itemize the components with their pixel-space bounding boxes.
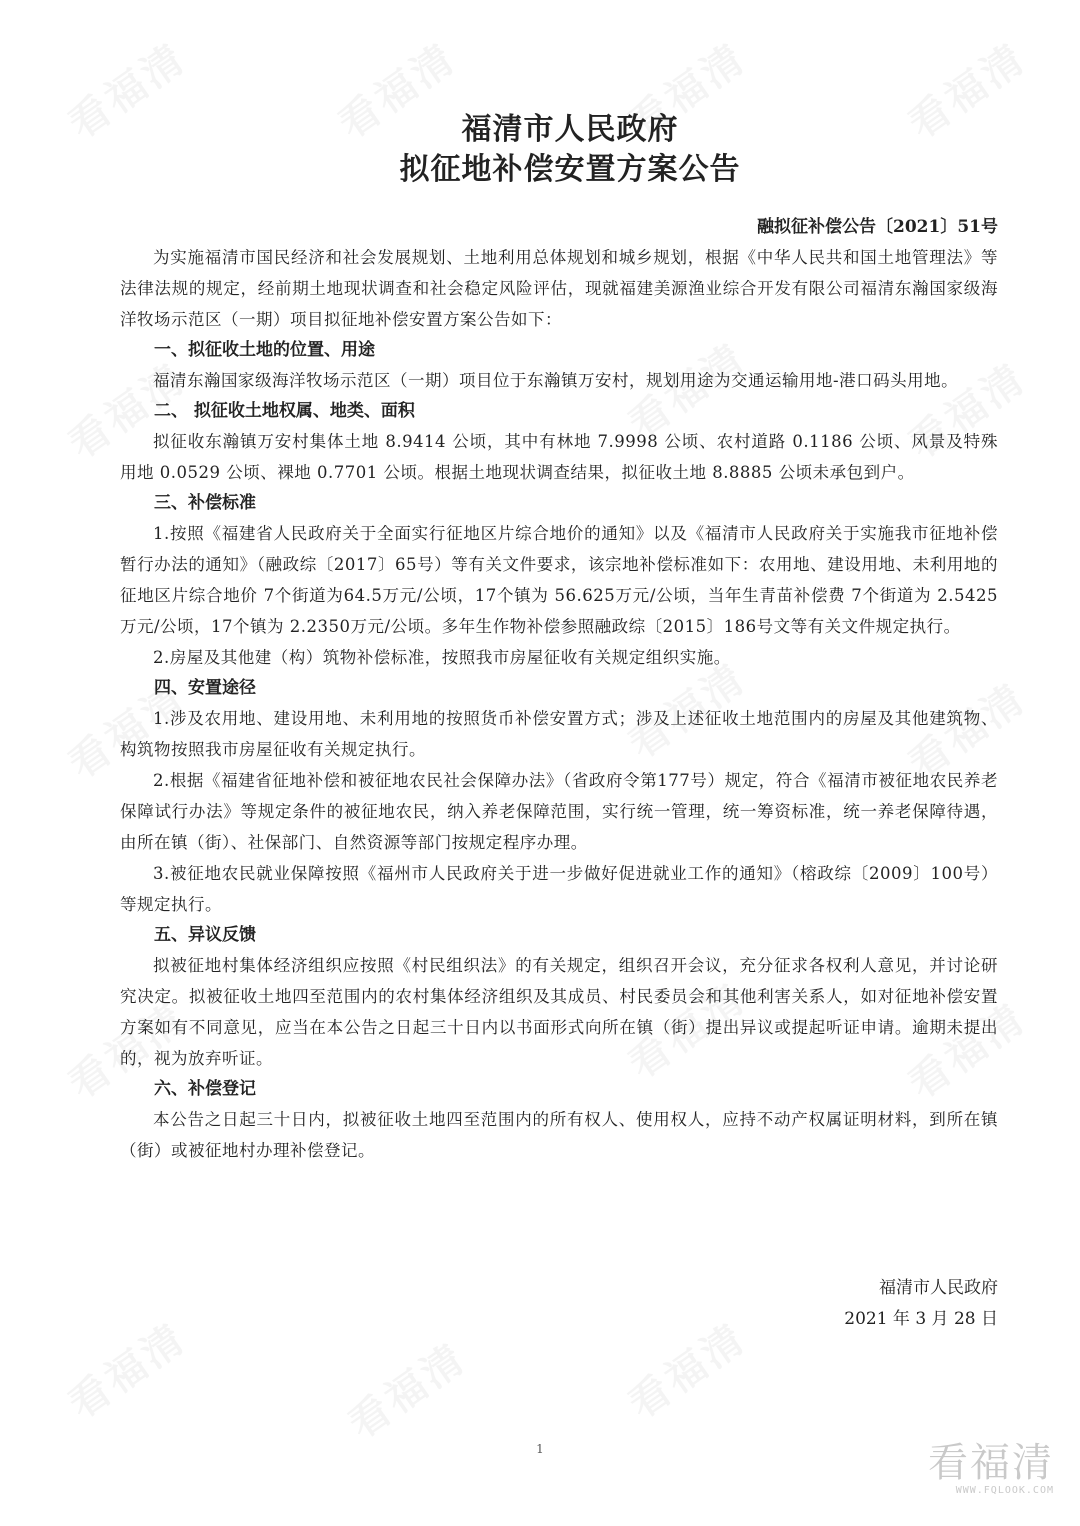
logo-text: 看福清 xyxy=(928,1440,1054,1486)
section-paragraph: 1.涉及农用地、建设用地、未利用地的按照货币补偿安置方式；涉及上述征收土地范围内的房屋及其他建筑物、构筑物按照我市房屋征收有关规定执行。 xyxy=(120,709,998,759)
document-body xyxy=(120,242,998,1166)
signature-date: 2021 年 3 月 28 日 xyxy=(844,1309,998,1329)
document-title xyxy=(142,110,998,190)
section-paragraph: 2.根据《福建省征地补偿和被征地农民社会保障办法》（省政府令第177号）规定，符合《福清市被征地农民养老保障试行办法》等规定条件的被征地农民，纳入养老保障范围，实行统一管理，统一筹资标准，统一养老保障待遇，由所在镇（街）、社保部门、自然资源等部门按规定程序办理。 xyxy=(120,771,998,852)
site-logo xyxy=(928,1441,1054,1496)
signature-block xyxy=(844,1273,998,1335)
page-number: 1 xyxy=(536,1442,544,1456)
watermark xyxy=(56,1307,197,1429)
document-page xyxy=(120,110,998,1166)
section-heading: 五、异议反馈 xyxy=(154,925,256,945)
section-heading: 一、拟征收土地的位置、用途 xyxy=(154,340,375,360)
section-paragraph: 拟征收东瀚镇万安村集体土地 8.9414 公顷，其中有林地 7.9998 公顷、农村道路 0.1186 公顷、风景及特殊用地 0.0529 公顷、裸地 0.7701 公顷。根据土地现状调查结果，拟征收土地 8.8885 公顷未承包到户。 xyxy=(120,432,998,482)
document-number: 融拟征补偿公告〔2021〕51号 xyxy=(757,217,998,237)
watermark xyxy=(336,1327,477,1449)
section-heading: 六、补偿登记 xyxy=(154,1079,256,1099)
section-paragraph: 本公告之日起三十日内，拟被征收土地四至范围内的所有权人、使用权人，应持不动产权属证明材料，到所在镇（街）或被征地村办理补偿登记。 xyxy=(120,1110,998,1160)
section-paragraph: 福清东瀚国家级海洋牧场示范区（一期）项目位于东瀚镇万安村，规划用途为交通运输用地-港口码头用地。 xyxy=(153,371,959,390)
section-paragraph: 2.房屋及其他建（构）筑物补偿标准，按照我市房屋征收有关规定组织实施。 xyxy=(153,648,731,667)
section-heading: 二、 拟征收土地权属、地类、面积 xyxy=(154,401,415,421)
section-paragraph: 1.按照《福建省人民政府关于全面实行征地区片综合地价的通知》以及《福清市人民政府关于实施我市征地补偿暂行办法的通知》（融政综〔2017〕65号）等有关文件要求，该宗地补偿标准如下：农用地、建设用地、未利用地的征地区片综合地价 7个街道为64.5万元/公顷，17个镇为 56.625万元/公顷，当年生青苗补偿费 7个街道为 2.5425万元/公顷，17个镇为 2.2350万元/公顷。多年生作物补偿参照融政综〔2015〕186号文等有关文件规定执行。 xyxy=(120,524,998,636)
watermark xyxy=(616,1307,757,1429)
logo-url: WWW.FQLOOK.COM xyxy=(955,1485,1054,1496)
title-line-2: 拟征地补偿安置方案公告 xyxy=(399,152,741,187)
section-paragraph: 3.被征地农民就业保障按照《福州市人民政府关于进一步做好促进就业工作的通知》（榕政综〔2009〕100号）等规定执行。 xyxy=(120,864,998,914)
section-paragraph: 拟被征地村集体经济组织应按照《村民组织法》的有关规定，组织召开会议，充分征求各权利人意见，并讨论研究决定。拟被征收土地四至范围内的农村集体经济组织及其成员、村民委员会和其他利害关系人，如对征地补偿安置方案如有不同意见，应当在本公告之日起三十日内以书面形式向所在镇（街）提出异议或提起听证申请。逾期未提出的，视为放弃听证。 xyxy=(120,956,998,1068)
intro-paragraph: 为实施福清市国民经济和社会发展规划、土地利用总体规划和城乡规划，根据《中华人民共和国土地管理法》等法律法规的规定，经前期土地现状调查和社会稳定风险评估，现就福建美源渔业综合开发有限公司福清东瀚国家级海洋牧场示范区（一期）项目拟征地补偿安置方案公告如下： xyxy=(120,248,998,329)
section-heading: 四、安置途径 xyxy=(154,678,256,698)
title-line-1: 福清市人民政府 xyxy=(461,112,679,147)
signature-organization: 福清市人民政府 xyxy=(879,1278,998,1298)
section-heading: 三、补偿标准 xyxy=(154,493,256,513)
